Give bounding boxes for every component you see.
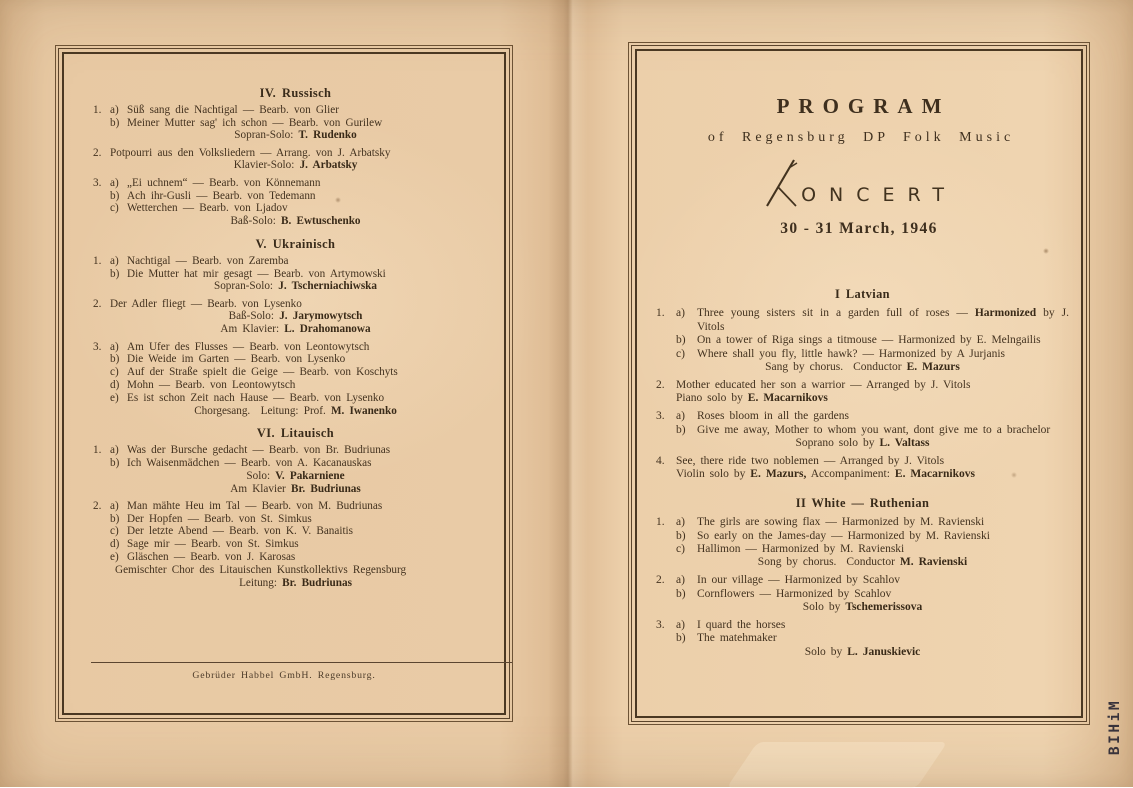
line-text: Am Ufer des Flusses — Bearb. von Leontowytsch <box>127 340 370 353</box>
section-heading: I Latvian <box>835 287 890 301</box>
item-number: 2. <box>93 146 102 159</box>
item-number: 2. <box>93 499 102 512</box>
performer-name: L. Januskievic <box>847 645 921 658</box>
program-entry <box>93 268 498 281</box>
item-text <box>697 530 1069 543</box>
performer-name: V. Pakarniene <box>275 469 345 482</box>
section-heading: II White — Ruthenian <box>795 495 930 510</box>
credit-line <box>656 601 1069 614</box>
credit-line <box>93 323 498 336</box>
item-number: 3. <box>656 410 665 423</box>
item-letter: c) <box>110 525 119 538</box>
item-text <box>697 632 1069 645</box>
program-entry <box>93 255 498 268</box>
line-text: Violin solo by <box>676 468 751 481</box>
item-letter: b) <box>110 116 120 129</box>
credit-line <box>676 392 1069 405</box>
line-text: The girls are sowing flax — Harmonized by M. Ravienski <box>697 516 985 529</box>
item-letter: b) <box>110 512 120 525</box>
program-entry <box>93 353 498 366</box>
program-entry <box>656 379 1069 392</box>
program-entry <box>93 379 498 392</box>
credit-line <box>656 437 1069 450</box>
item-letter: a) <box>110 340 119 353</box>
line-text: So early on the James-day — Harmonized by M. Ravienski <box>697 529 990 542</box>
program-entry <box>656 543 1069 556</box>
line-text: Chorgesang. Leitung: Prof. <box>194 404 331 417</box>
program-section <box>93 427 498 589</box>
item-letter: a) <box>110 499 119 512</box>
line-text: Ach ihr-Gusli — Bearb. von Tedemann <box>127 189 316 202</box>
program-entry <box>93 366 498 379</box>
item-number: 2. <box>656 574 665 587</box>
item-text <box>697 588 1069 601</box>
item-text <box>127 525 498 538</box>
item-text <box>127 500 498 513</box>
section-heading: IV. Russisch <box>259 86 332 100</box>
item-letter: b) <box>110 189 120 202</box>
program-entry <box>93 444 498 457</box>
performer-name: E. Mazurs, <box>750 468 807 481</box>
program-entry <box>656 348 1069 361</box>
item-text <box>127 353 498 366</box>
line-text: Roses bloom in all the gardens <box>697 410 849 423</box>
performer-name: T. Rudenko <box>298 129 357 142</box>
line-text: Die Weide im Garten — Bearb. von Lysenko <box>127 353 346 366</box>
item-text <box>697 574 1069 587</box>
item-text <box>110 298 498 311</box>
title-block <box>628 94 1090 238</box>
line-text: In our village — Harmonized by Scahlov <box>697 574 900 587</box>
program-section <box>93 87 498 228</box>
performer-name: J. Arbatsky <box>299 159 358 172</box>
line-text: Baß-Solo: <box>228 310 280 323</box>
center-fold-crease <box>548 0 588 787</box>
item-number: 2. <box>93 297 102 310</box>
item-letter: b) <box>676 632 686 645</box>
program-entry <box>93 525 498 538</box>
item-letter: b) <box>676 423 686 436</box>
page-right-program-list <box>656 288 1069 659</box>
line-text: Man mähte Heu im Tal — Bearb. von M. Budriunas <box>127 499 383 512</box>
item-letter: a) <box>110 444 119 457</box>
credit-line <box>93 470 498 483</box>
line-text: Am Klavier: <box>220 323 285 336</box>
line-text: Ich Waisenmädchen — Bearb. von A. Kacanauskas <box>127 456 372 469</box>
credit-line <box>656 361 1069 374</box>
item-letter: a) <box>676 516 685 529</box>
performer-name: Harmonized <box>974 307 1037 320</box>
program-subtitle: of Regensburg DP Folk Music <box>707 130 1015 145</box>
line-text: Es ist schon Zeit nach Hause — Bearb. von Lysenko <box>127 391 385 404</box>
item-letter: a) <box>676 307 685 320</box>
line-text: Sang by chorus. Conductor <box>765 361 907 374</box>
line-text: Sage mir — Bearb. von St. Simkus <box>127 538 299 551</box>
page-right <box>628 42 1090 725</box>
credit-line <box>93 215 498 228</box>
program-entry <box>93 538 498 551</box>
item-text <box>127 444 498 457</box>
item-letter: b) <box>676 587 686 600</box>
line-text: I quard the horses <box>697 619 786 632</box>
program-entry <box>93 392 498 405</box>
line-text: On a tower of Riga sings a titmouse — Harmonized by E. Melngailis <box>697 334 1041 347</box>
line-text: Klavier-Solo: <box>233 159 300 172</box>
line-text: Three young sisters sit in a garden full of roses — <box>697 307 975 320</box>
line-text: by J. Vitols <box>697 307 1069 333</box>
item-text <box>697 334 1069 347</box>
line-text: The matehmaker <box>697 632 777 645</box>
line-text: Solo: <box>246 469 276 482</box>
concert-date: 30 - 31 March, 1946 <box>780 220 938 237</box>
item-number: 1. <box>656 307 665 320</box>
program-section <box>656 288 1069 482</box>
line-text: Wetterchen — Bearb. von Ljadov <box>127 202 288 215</box>
section-heading: VI. Litauisch <box>256 426 335 441</box>
printer-rule <box>91 662 512 663</box>
program-entry <box>93 500 498 513</box>
item-letter: a) <box>676 619 685 632</box>
item-number: 3. <box>656 619 665 632</box>
item-text <box>676 379 1069 392</box>
line-text: Nachtigal — Bearb. von Zaremba <box>127 254 289 267</box>
item-number: 1. <box>93 444 102 457</box>
item-letter: c) <box>110 366 119 379</box>
line-text: Gemischter Chor des Litauischen Kunstkollektivs Regensburg <box>115 563 407 576</box>
item-text <box>127 268 498 281</box>
item-letter: b) <box>110 353 120 366</box>
line-text: Sopran-Solo: <box>213 280 279 293</box>
line-text: Where shall you fly, little hawk? — Harmonized by A Jurjanis <box>697 347 1006 360</box>
performer-name: J. Tscherniachiwska <box>278 280 377 293</box>
line-text: Was der Bursche gedacht — Bearb. von Br. Budriunas <box>127 444 391 457</box>
program-entry <box>93 513 498 526</box>
credit-line <box>93 129 498 142</box>
performer-name: Tschemerissova <box>845 601 923 614</box>
program-entry <box>93 104 498 117</box>
line-text: Der Hopfen — Bearb. von St. Simkus <box>127 512 312 525</box>
credit-line <box>93 159 498 172</box>
koncert-rest-text: ONCERT <box>801 184 957 206</box>
item-text <box>127 366 498 379</box>
item-text <box>697 424 1069 437</box>
program-entry <box>93 298 498 311</box>
line-text: Solo by <box>802 601 846 614</box>
item-letter: c) <box>676 347 685 360</box>
item-letter: b) <box>676 529 686 542</box>
item-letter: e) <box>110 391 119 404</box>
line-text: Cornflowers — Harmonized by Scahlov <box>697 587 892 600</box>
credit-line <box>115 564 498 577</box>
item-letter: a) <box>110 254 119 267</box>
program-entry <box>656 410 1069 423</box>
program-entry <box>656 334 1069 347</box>
item-text <box>127 117 498 130</box>
program-entry <box>93 341 498 354</box>
item-text <box>676 455 1069 468</box>
credit-line <box>93 577 498 590</box>
item-text <box>697 410 1069 423</box>
page-left-program-list <box>93 87 498 589</box>
line-text: Süß sang die Nachtigal — Bearb. von Glier <box>127 103 339 116</box>
item-letter: a) <box>676 574 685 587</box>
credit-line <box>93 310 498 323</box>
item-text <box>127 104 498 117</box>
performer-name: Br. Budriunas <box>282 576 352 589</box>
program-section <box>656 497 1069 659</box>
program-section <box>93 238 498 417</box>
item-text <box>127 341 498 354</box>
program-entry <box>656 588 1069 601</box>
line-text: Die Mutter hat mir gesagt — Bearb. von Artymowski <box>127 267 386 280</box>
performer-name: E. Macarnikovs <box>894 468 975 481</box>
credit-line <box>676 468 1069 481</box>
item-number: 3. <box>93 176 102 189</box>
line-text: Der Adler fliegt — Bearb. von Lysenko <box>110 297 302 310</box>
item-text <box>127 513 498 526</box>
item-text <box>127 255 498 268</box>
item-text <box>127 202 498 215</box>
program-entry <box>93 551 498 564</box>
item-number: 1. <box>93 103 102 116</box>
program-title: PROGRAM <box>776 94 951 118</box>
item-letter: d) <box>110 378 120 391</box>
line-text: Baß-Solo: <box>230 215 282 228</box>
line-text: Solo by <box>804 645 848 658</box>
performer-name: L. Drahomanowa <box>284 323 371 336</box>
item-text <box>127 392 498 405</box>
credit-line <box>93 483 498 496</box>
item-text <box>697 543 1069 556</box>
line-text: Auf der Straße spielt die Geige — Bearb. von Koschyts <box>127 366 398 379</box>
program-entry <box>93 177 498 190</box>
koncert-initial-k-glyph <box>761 159 799 207</box>
performer-name: E. Mazurs <box>906 361 960 374</box>
line-text: See, there ride two noblemen — Arranged by J. Vitols <box>676 454 945 467</box>
performer-name: E. Macarnikovs <box>747 392 828 405</box>
item-text <box>127 457 498 470</box>
item-letter: b) <box>676 334 686 347</box>
credit-line <box>656 556 1069 569</box>
koncert-title <box>628 159 1090 207</box>
line-text: Der letzte Abend — Bearb. von K. V. Banaitis <box>127 525 354 538</box>
item-text <box>697 516 1069 529</box>
line-text: Leitung: <box>239 576 283 589</box>
line-text: Gläschen — Bearb. von J. Karosas <box>127 551 296 563</box>
item-text <box>110 147 498 160</box>
page-left <box>55 45 513 722</box>
item-letter: a) <box>676 410 685 423</box>
item-letter: d) <box>110 538 120 551</box>
program-entry <box>656 619 1069 632</box>
item-number: 4. <box>656 454 665 467</box>
item-text <box>127 379 498 392</box>
line-text: Sopran-Solo: <box>234 129 299 142</box>
item-number: 3. <box>93 340 102 353</box>
line-text: Am Klavier <box>230 482 291 495</box>
program-entry <box>656 307 1069 334</box>
credit-line <box>93 405 498 418</box>
item-text <box>697 619 1069 632</box>
performer-name: Br. Budriunas <box>290 482 361 495</box>
program-entry <box>93 202 498 215</box>
item-letter: b) <box>110 267 120 280</box>
section-heading: V. Ukrainisch <box>255 236 336 251</box>
item-text <box>127 538 498 551</box>
program-entry <box>656 516 1069 529</box>
scan-light-patch <box>726 742 947 788</box>
line-text: Soprano solo by <box>795 437 880 450</box>
item-text <box>697 348 1069 361</box>
program-entry <box>93 117 498 130</box>
item-number: 1. <box>656 516 665 529</box>
line-text: Hallimon — Harmonized by M. Ravienski <box>697 543 905 555</box>
item-letter: a) <box>110 103 119 116</box>
program-entry <box>93 147 498 160</box>
program-entry <box>656 574 1069 587</box>
item-letter: a) <box>110 176 119 189</box>
program-entry <box>93 457 498 470</box>
library-stamp-vertical: BIHiM <box>1107 698 1123 756</box>
program-entry <box>656 632 1069 645</box>
program-entry <box>656 455 1069 468</box>
item-text <box>127 551 498 564</box>
performer-name: M. Ravienski <box>899 556 968 569</box>
item-text <box>127 190 498 203</box>
credit-line <box>93 280 498 293</box>
line-text: Mother educated her son a warrior — Arranged by J. Vitols <box>676 378 971 391</box>
item-letter: c) <box>676 543 685 555</box>
line-text: Mohn — Bearb. von Leontowytsch <box>127 378 296 391</box>
item-letter: b) <box>110 456 120 469</box>
program-entry <box>656 424 1069 437</box>
item-text <box>127 177 498 190</box>
performer-name: L. Valtass <box>879 437 930 450</box>
printer-imprint: Gebrüder Habbel GmbH. Regensburg. <box>192 670 376 681</box>
program-entry <box>93 190 498 203</box>
line-text: Potpourri aus den Volksliedern — Arrang. von J. Arbatsky <box>110 146 391 159</box>
performer-name: M. Iwanenko <box>330 404 397 417</box>
item-number: 2. <box>656 378 665 391</box>
line-text: „Ei uchnem“ — Bearb. von Könnemann <box>127 176 321 189</box>
line-text: Accompaniment: <box>806 468 895 481</box>
line-text: Meiner Mutter sag' ich schon — Bearb. von Gurilew <box>127 116 383 129</box>
line-text: Song by chorus. Conductor <box>757 556 900 569</box>
performer-name: J. Jarymowytsch <box>279 310 363 323</box>
item-letter: c) <box>110 202 119 215</box>
credit-line <box>656 646 1069 659</box>
line-text: Give me away, Mother to whom you want, dont give me to a brachelor <box>697 423 1051 436</box>
performer-name: B. Ewtuschenko <box>281 215 361 228</box>
item-letter: e) <box>110 551 119 563</box>
item-text <box>697 307 1069 334</box>
item-number: 1. <box>93 254 102 267</box>
line-text: Piano solo by <box>676 392 748 405</box>
program-entry <box>656 530 1069 543</box>
